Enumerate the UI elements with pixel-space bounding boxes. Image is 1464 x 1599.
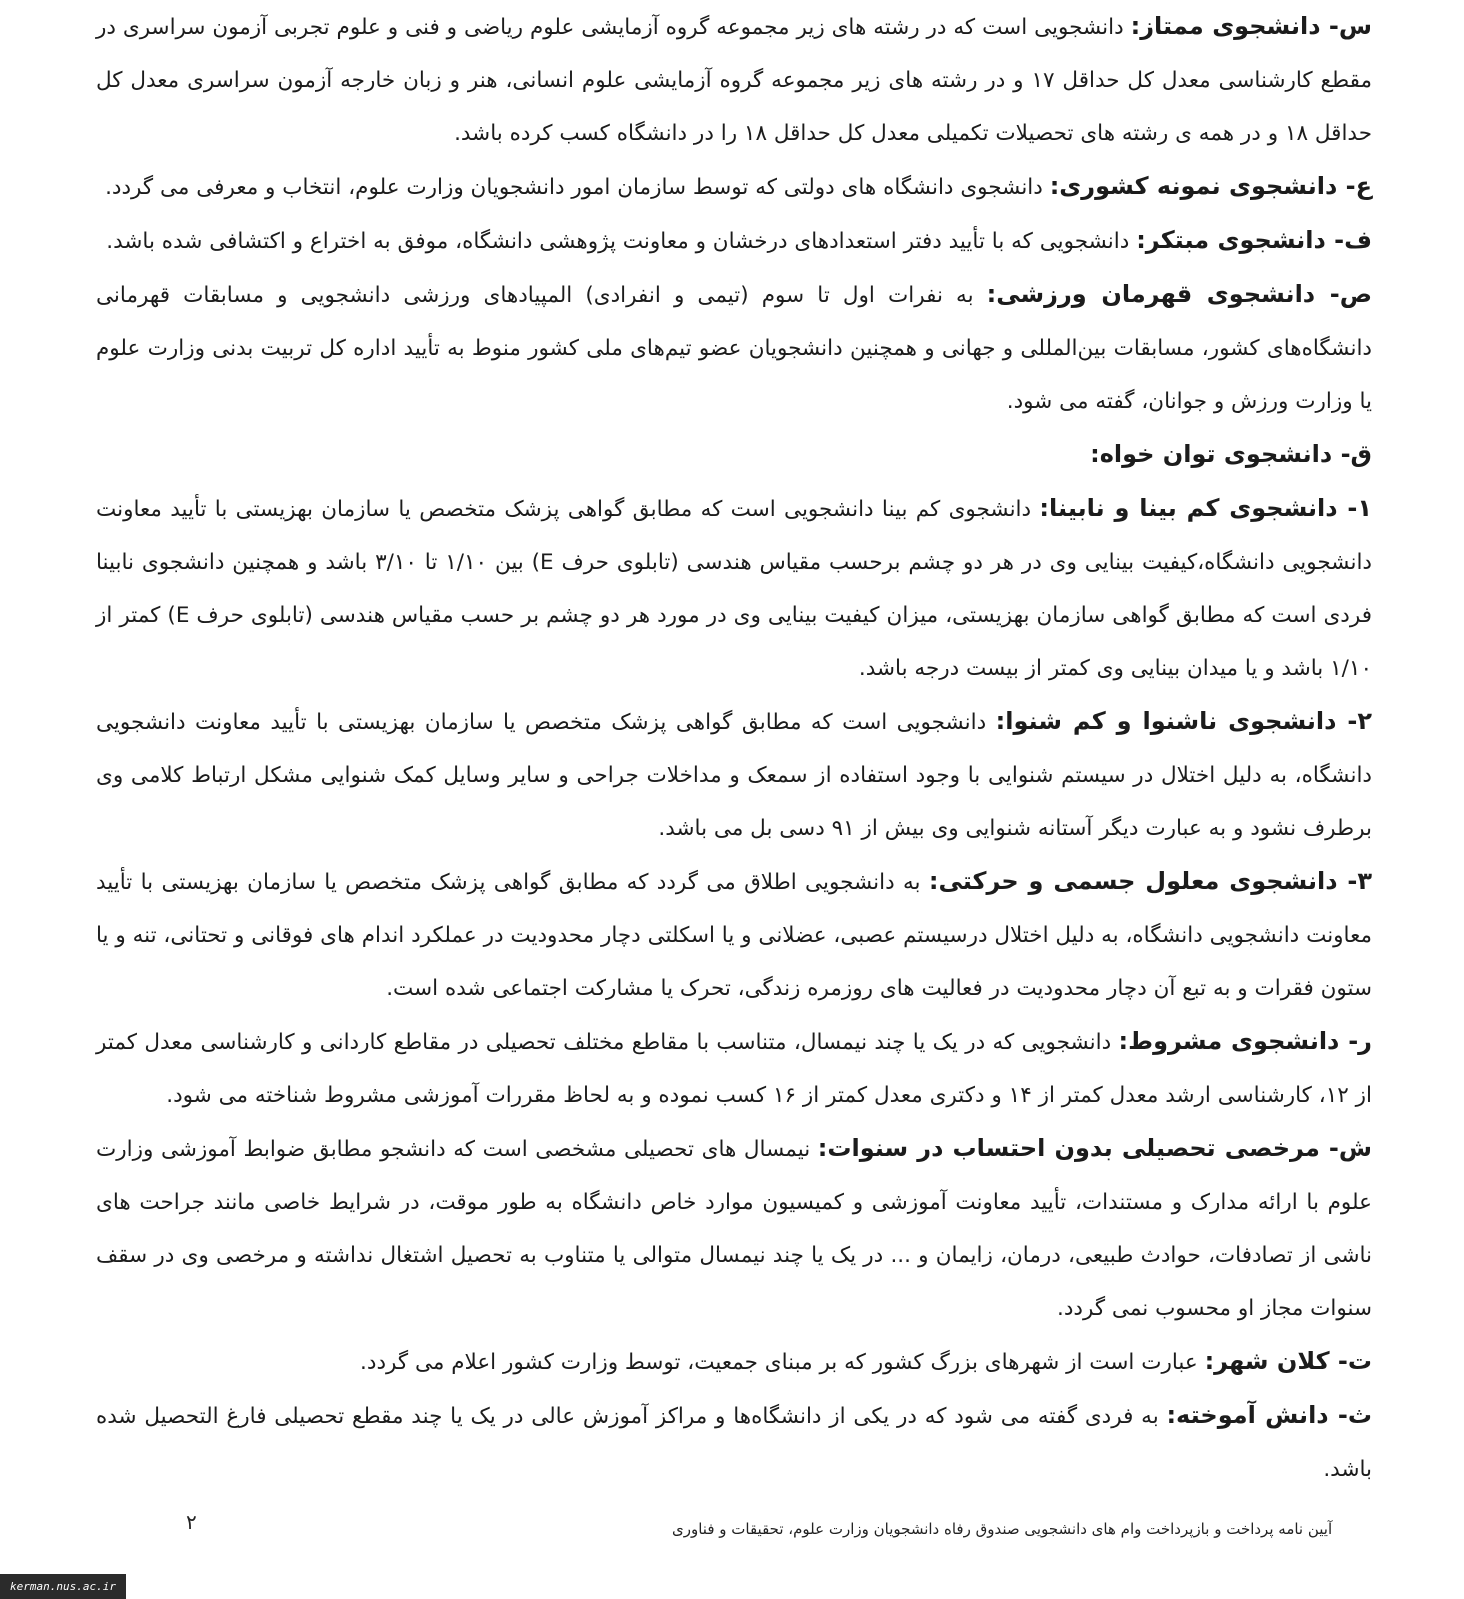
definition-text: به نفرات اول تا سوم (تیمی و انفرادی) المپیادهای ورزشی دانشجویی و مسابقات قهرمانی دانشگاه‌های کشور، مسابقات بین‌المللی و جهانی و همچنین دانشجویان عضو تیم‌های ملی کشور منوط به تأیید اداره کل تربیت بدنی وزارت علوم یا وزارت ورزش و جوانان، گفته می شود. xyxy=(96,283,1372,414)
definition-physically-disabled xyxy=(96,855,1372,1015)
term-label: ر- دانشجوی مشروط: xyxy=(1118,1027,1372,1055)
document-body xyxy=(96,0,1372,1496)
footer-title: آیین نامه پرداخت و بازپرداخت وام های دانشجویی صندوق رفاه دانشجویان وزارت علوم، تحقیقات و فناوری xyxy=(672,1520,1333,1538)
definition-text: عبارت است از شهرهای بزرگ کشور که بر مبنای جمعیت، توسط وزارت کشور اعلام می گردد. xyxy=(360,1350,1205,1375)
term-label: ۱- دانشجوی کم بینا و نابینا: xyxy=(1039,494,1372,522)
definition-visually-impaired xyxy=(96,482,1372,695)
term-label: ت- کلان شهر: xyxy=(1204,1347,1372,1375)
term-label: ف- دانشجوی مبتکر: xyxy=(1136,226,1372,254)
definition-text: دانشجوی کم بینا دانشجویی است که مطابق گواهی پزشک متخصص یا سازمان بهزیستی با تأیید معاونت دانشجویی دانشگاه،کیفیت بینایی وی در هر دو چشم برحسب مقیاس هندسی (تابلوی حرف E) بین ۱/۱۰ تا ۳/۱۰ باشد و همچنین دانشجوی نابینا فردی است که مطابق گواهی سازمان بهزیستی، میزان کیفیت بینایی وی در مورد هر دو چشم بر حسب مقیاس هندسی (تابلوی حرف E) کمتر از ۱/۱۰ باشد و یا میدان بینایی وی کمتر از بیست درجه باشد. xyxy=(96,497,1372,681)
term-label: ۳- دانشجوی معلول جسمی و حرکتی: xyxy=(928,867,1372,895)
definition-academic-leave xyxy=(96,1122,1372,1335)
definition-excellent-student xyxy=(96,0,1372,160)
heading-disabled-student xyxy=(96,428,1372,482)
definition-innovative-student xyxy=(96,214,1372,268)
term-label: ص- دانشجوی قهرمان ورزشی: xyxy=(986,280,1372,308)
definition-graduate xyxy=(96,1389,1372,1496)
definition-national-model-student xyxy=(96,160,1372,214)
page-number: ۲ xyxy=(186,1510,197,1534)
term-label: ع- دانشجوی نمونه کشوری: xyxy=(1049,172,1372,200)
definition-champion-student xyxy=(96,268,1372,428)
definition-text: دانشجویی که در یک یا چند نیمسال، متناسب با مقاطع مختلف تحصیلی در مقاطع کاردانی و کارشناسی معدل کمتر از ۱۲، کارشناسی ارشد معدل کمتر از ۱۴ و دکتری معدل کمتر از ۱۶ کسب نموده و به لحاظ مقررات آموزشی مشروط شناخته می شود. xyxy=(96,1030,1372,1108)
definition-text: دانشجویی که با تأیید دفتر استعدادهای درخشان و معاونت پژوهشی دانشگاه، موفق به اختراع و اکتشافی شده باشد. xyxy=(106,229,1137,254)
definition-text: دانشجوی دانشگاه های دولتی که توسط سازمان امور دانشجویان وزارت علوم، انتخاب و معرفی می گردد. xyxy=(105,175,1050,200)
definition-text: نیمسال های تحصیلی مشخصی است که دانشجو مطابق ضوابط آموزشی وزارت علوم با ارائه مدارک و مستندات، تأیید معاونت آموزشی و کمیسیون موارد خاص دانشگاه به طور موقت، در شرایط خاصی مانند جراحت های ناشی از تصادفات، حوادث طبیعی، درمان، زایمان و ... در یک یا چند نیمسال متوالی یا متناوب به تحصیل اشتغال نداشته و مرخصی وی در سقف سنوات مجاز او محسوب نمی گردد. xyxy=(96,1137,1372,1321)
definition-probation-student xyxy=(96,1015,1372,1122)
term-label: ۲- دانشجوی ناشنوا و کم شنوا: xyxy=(995,707,1373,735)
definition-text: به دانشجویی اطلاق می گردد که مطابق گواهی پزشک متخصص یا سازمان بهزیستی با تأیید معاونت دانشجویی دانشگاه، به دلیل اختلال درسیستم عصبی، عضلانی و یا اسکلتی دچار محدودیت در عملکرد اندام های فوقانی و تحتانی، تنه و یا ستون فقرات و به تبع آن دچار محدودیت در فعالیت های روزمره زندگی، تحرک یا مشارکت اجتماعی شده است. xyxy=(96,870,1372,1001)
term-label: س- دانشجوی ممتاز: xyxy=(1130,12,1373,40)
definition-text: به فردی گفته می شود که در یکی از دانشگاه‌ها و مراکز آموزش عالی در یک یا چند مقطع تحصیلی فارغ التحصیل شده باشد. xyxy=(96,1404,1372,1482)
definition-text: دانشجویی است که مطابق گواهی پزشک متخصص یا سازمان بهزیستی با تأیید معاونت دانشجویی دانشگاه، به دلیل اختلال در سیستم شنوایی با وجود استفاده از سمعک و مداخلات جراحی و سایر وسایل کمک شنوایی مشکل ارتباط کلامی وی برطرف نشود و به عبارت دیگر آستانه شنوایی وی بیش از ۹۱ دسی بل می باشد. xyxy=(96,710,1372,841)
term-label: ش- مرخصی تحصیلی بدون احتساب در سنوات: xyxy=(817,1134,1372,1162)
definition-metropolis xyxy=(96,1335,1372,1389)
section-heading: ق- دانشجوی توان خواه: xyxy=(1090,440,1372,468)
term-label: ث- دانش آموخته: xyxy=(1166,1401,1372,1429)
definition-text: دانشجویی است که در رشته های زیر مجموعه گروه آزمایشی علوم ریاضی و فنی و علوم تجربی آزمون سراسری در مقطع کارشناسی معدل کل حداقل ۱۷ و در رشته های زیر مجموعه گروه آزمایشی علوم انسانی، هنر و زبان خارجه آزمون سراسری معدل کل حداقل ۱۸ و در همه ی رشته های تحصیلات تکمیلی معدل کل حداقل ۱۸ را در دانشگاه کسب کرده باشد. xyxy=(96,15,1372,146)
definition-hearing-impaired xyxy=(96,695,1372,855)
watermark-badge: kerman.nus.ac.ir xyxy=(0,1574,126,1599)
